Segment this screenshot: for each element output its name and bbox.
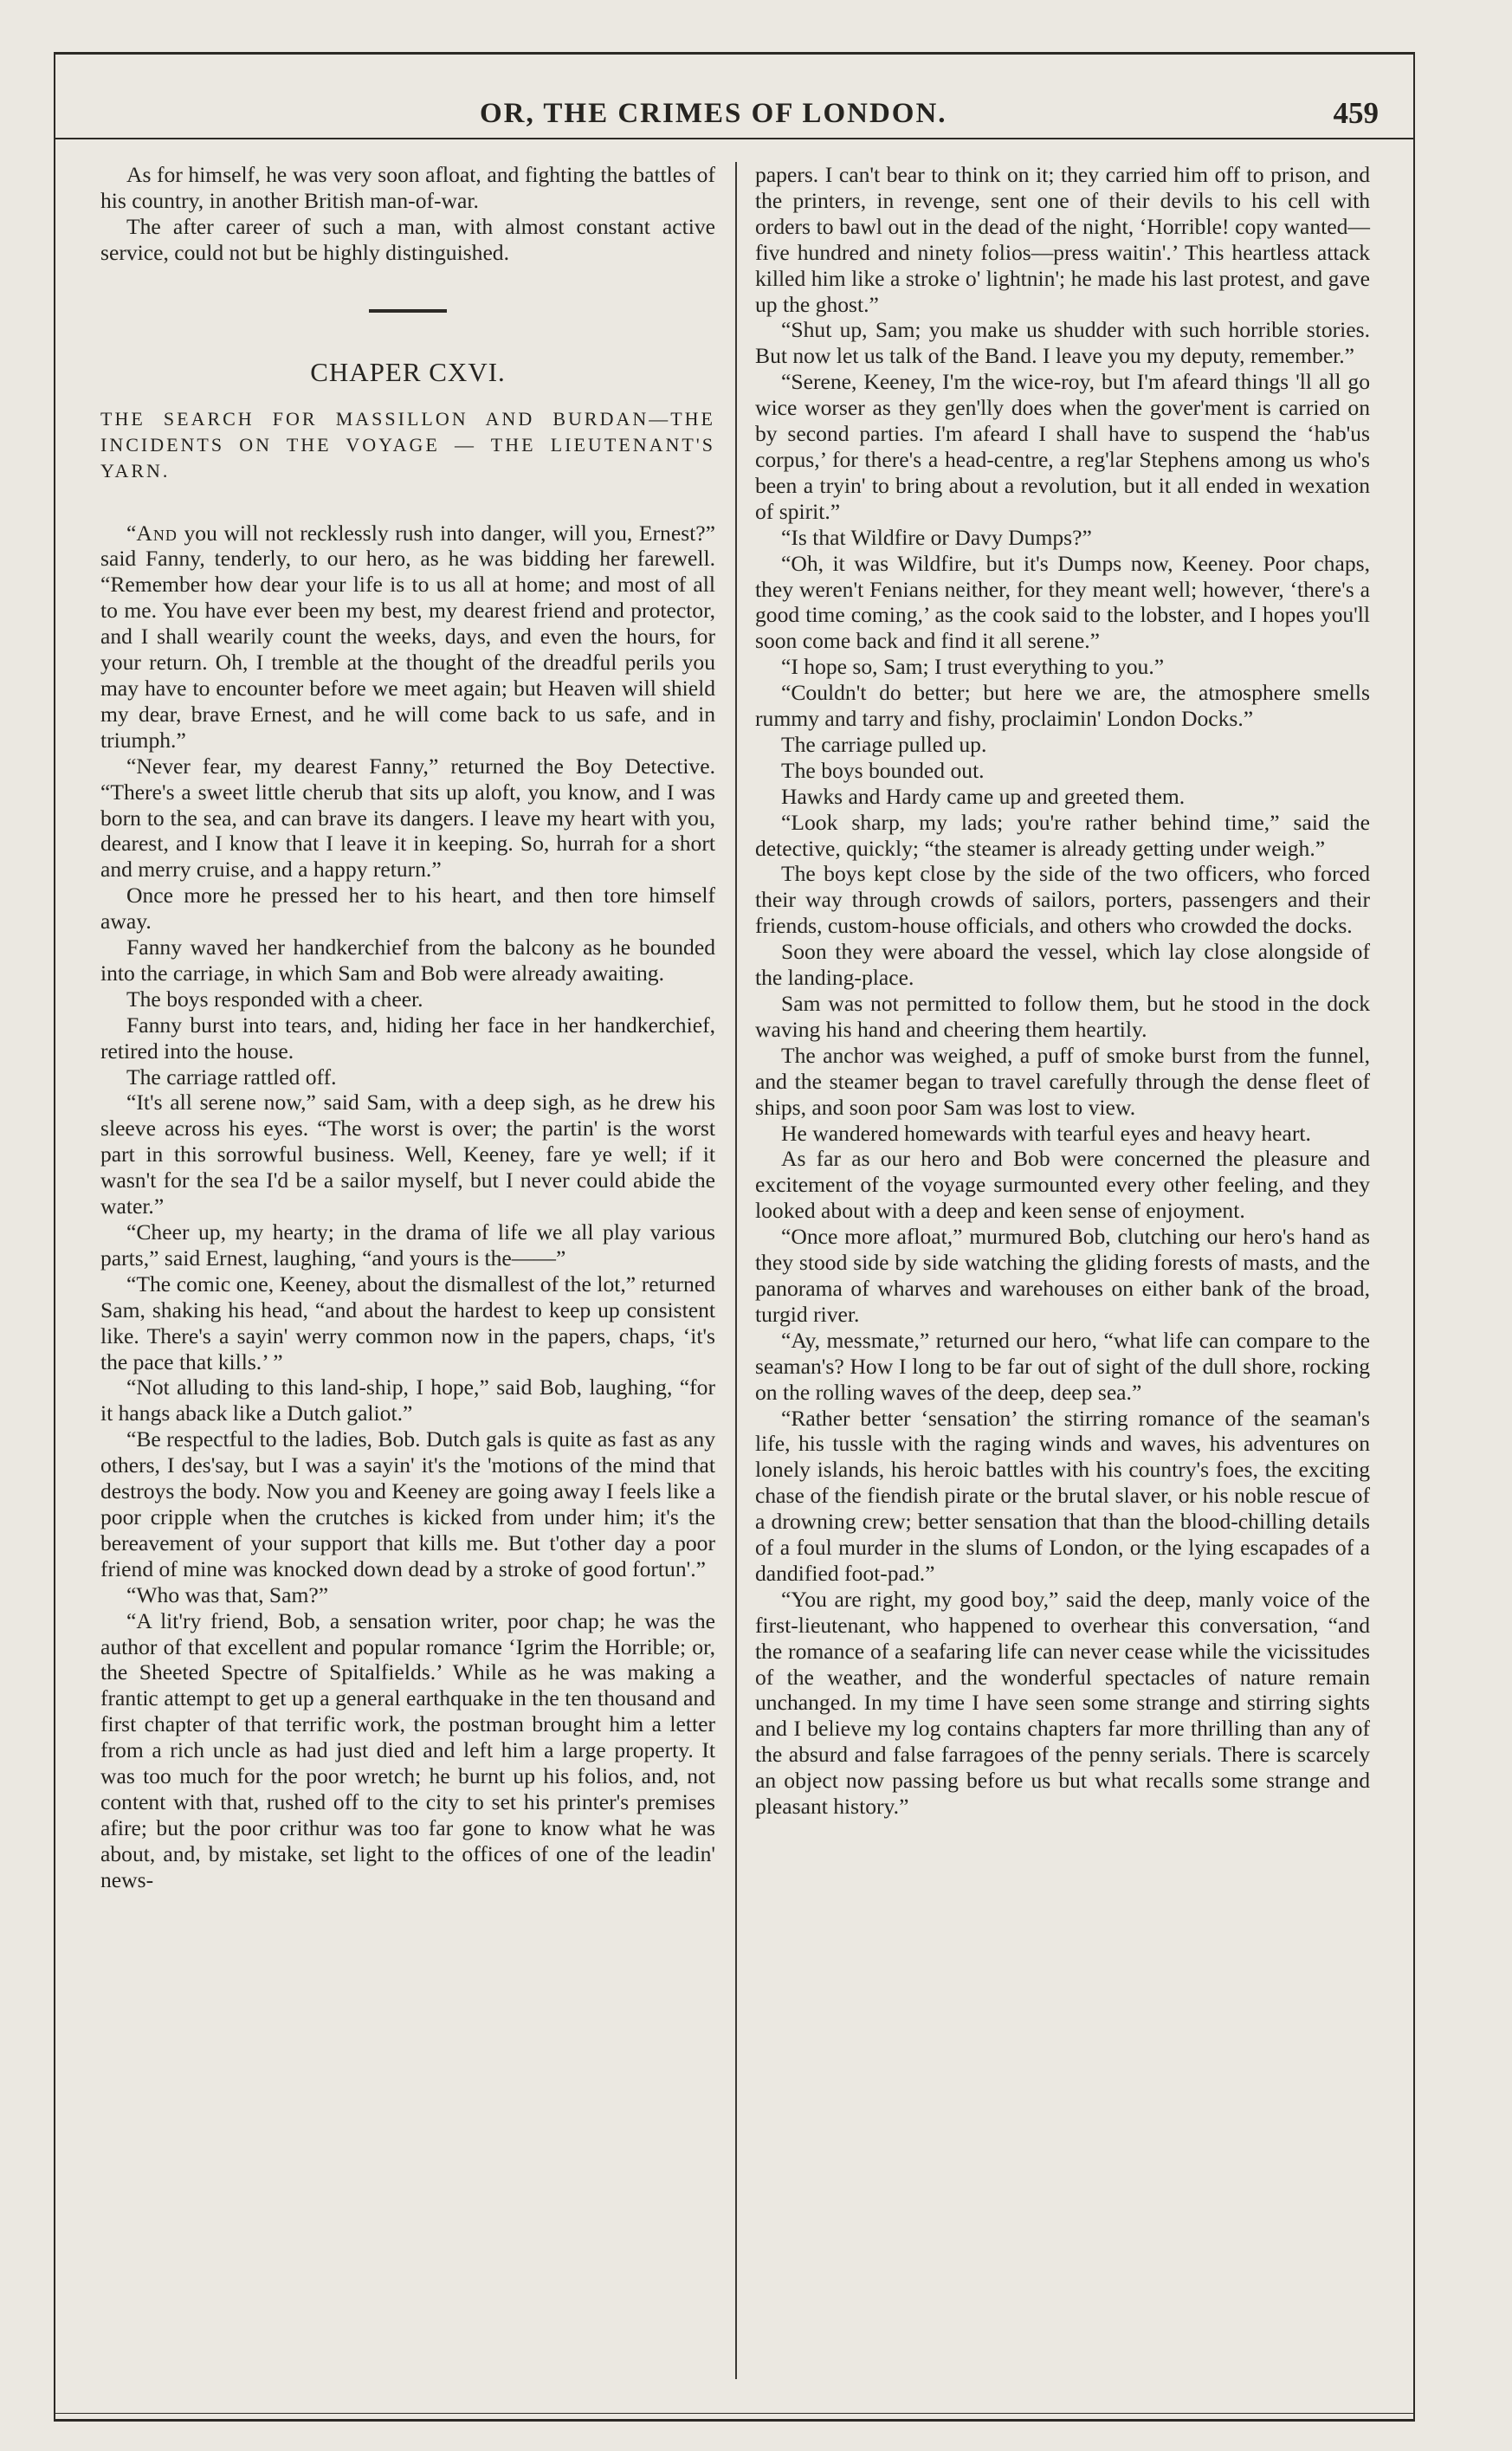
paragraph: Soon they were aboard the vessel, which lay close alongside of the landing-place. [755,939,1370,991]
column-divider [735,162,737,2379]
paragraph: The anchor was weighed, a puff of smoke burst from the funnel, and the steamer began to travel carefully through the dense fleet of ships, and soon poor Sam was lost to view. [755,1042,1370,1120]
paragraph: The carriage rattled off. [126,1064,337,1090]
paragraph: Fanny burst into tears, and, hiding her face in her handkerchief, retired into the house. [100,1012,715,1064]
paragraph: The boys responded with a cheer. [126,986,423,1012]
opening-text: you will not recklessly rush into danger, will you, Ernest?” said Fanny, tenderly, to our hero, as he was bidding her farewell. “Remember how dear your life is to us all at home; and most of all to me. You have ever been my best, my dearest friend and protector, and I shall wearily count the weeks, days, and even the hours, for your return. Oh, I tremble at the thought of the dreadful perils you may have to encounter before we meet again; but Heaven will shield my dear, brave Ernest, and he will come back to us safe, and in triumph.” [100,520,715,753]
paragraph: “Oh, it was Wildfire, but it's Dumps now, Keeney. Poor chaps, they weren't Fenians neither, for they meant well; however, ‘there's a good time coming,’ as the cook said to the lobster, and I hopes you'll soon come back and find it all serene.” [755,550,1370,654]
paragraph: Sam was not permitted to follow them, but he stood in the dock waving his hand and cheering them heartily. [755,991,1370,1042]
left-paragraphs [100,753,715,1893]
paragraph: Hawks and Hardy came up and greeted them. [781,783,1186,809]
paragraph: “Once more afloat,” murmured Bob, clutching our hero's hand as they stood side by side watching the gliding forests of masts, and the panorama of wharves and warehouses on either bank of the broad, turgid river. [755,1224,1370,1327]
paragraph: Once more he pressed her to his heart, and then tore himself away. [100,883,715,934]
paragraph: “Is that Wildfire or Davy Dumps?” [781,524,1092,550]
right-paragraphs [755,317,1370,1820]
paragraph: The carriage pulled up. [781,731,987,757]
book-page [54,52,1415,2422]
paragraph: The boys bounded out. [781,757,985,783]
paragraph: “Couldn't do better; but here we are, the atmosphere smells rummy and tarry and fishy, proclaimin' London Docks.” [755,680,1370,732]
opening-word: And [136,520,178,546]
paragraph: “Never fear, my dearest Fanny,” returned the Boy Detective. “There's a sweet little cherub that sits up aloft, you know, and I was born to the sea, and can brave its dangers. I leave my heart with you, dearest, and I know that I leave it in keeping. So, hurrah for a short and merry cruise, and a happy return.” [100,753,715,883]
section-break-rule [369,309,447,313]
paragraph: The boys kept close by the side of the two officers, who forced their way through crowds of sailors, porters, passengers and their friends, custom-house officials, and others who crowded the docks. [755,861,1370,939]
paragraph: “Be respectful to the ladies, Bob. Dutch gals is quite as fast as any others, I des'say, but I was a sayin' it's the 'motions of the mind that destroys the body. Now you and Keeney are going away I feels like a poor cripple when the crutches is kicked from under him; it's the bereavement of your support that kills me. But t'other day a poor friend of mine was knocked down dead by a stroke of good fortun'.” [100,1426,715,1581]
paragraph: Fanny waved her handkerchief from the balcony as he bounded into the carriage, in which Sam and Bob were already awaiting. [100,934,715,986]
paragraph: “Shut up, Sam; you make us shudder with such horrible stories. But now let us talk of the Band. I leave you my deputy, remember.” [755,317,1370,369]
paragraph: “Cheer up, my hearty; in the drama of life we all play various parts,” said Ernest, laughing, “and yours is the——” [100,1219,715,1271]
paragraph: “Serene, Keeney, I'm the wice-roy, but I'm afeard things 'll all go wice worser as they gen'lly does when the gover'ment is carried on by second parties. I'm afeard I shall have to suspend the ‘hab'us corpus,’ for there's a head-centre, a reg'lar Stephens among us who's been a tryin' to bring about a revolution, but it all ended in wexation of spirit.” [755,369,1370,524]
paragraph: “You are right, my good boy,” said the deep, manly voice of the first-lieutenant, who happened to overhear this conversation, “and the romance of a seafaring life can never cease while the vicissitudes of the weather, and the wonderful spectacles of nature remain unchanged. In my time I have seen some strange and stirring sights and I believe my log contains chapters far more thrilling than any of the absurd and false farragoes of the penny serials. There is scarcely an object now passing before us but what recalls some strange and pleasant history.” [755,1586,1370,1820]
chapter-summary: THE SEARCH FOR MASSILLON AND BURDAN—THE INCIDENTS ON THE VOYAGE — THE LIEUTENANT'S YARN. [100,407,715,482]
paragraph: “Who was that, Sam?” [126,1581,329,1607]
paragraph: “I hope so, Sam; I trust everything to you.” [781,654,1165,680]
running-head [55,89,1413,139]
left-column [100,162,715,1893]
paragraph: “The comic one, Keeney, about the dismallest of the lot,” returned Sam, shaking his head, “and about the hardest to keep up consistent like. There's a sayin' werry common now in the papers, chaps, ‘it's the pace that kills.’ ” [100,1271,715,1374]
paragraph: “It's all serene now,” said Sam, with a deep sigh, as he drew his sleeve across his eyes. “The worst is over; the partin' is the worst part in this sorrowful business. Well, Keeney, fare ye well; if it wasn't for the sea I'd be a sailor myself, but I never could abide the water.” [100,1090,715,1219]
continued-paragraph: papers. I can't bear to think on it; they carried him off to prison, and the printers, in revenge, sent one of their devils to his cell with orders to bawl out in the dead of the night, ‘Horrible! copy wanted—five hundred and ninety folios—press waitin'.’ This heartless attack killed him like a stroke o' lightnin'; he made his last protest, and gave up the ghost.” [755,162,1370,317]
intro-paragraphs [100,162,715,266]
running-title: OR, THE CRIMES OF LONDON. [480,98,947,129]
paragraph: “A lit'ry friend, Bob, a sensation writer, poor chap; he was the author of that excellent and popular romance ‘Igrim the Horrible; or, the Sheeted Spectre of Spitalfields.’ While as he was making a frantic attempt to get up a general earthquake in the ten thousand and first chapter of that terrific work, the postman brought him a letter from a rich uncle as had just died and left him a large property. It was too much for the poor wretch; he burnt up his folios, and, not content with that, rushed off to the city to set his printer's premises afire; but the poor crithur was too far gone to know what he was about, and, by mistake, set light to the offices of one of the leadin' news- [100,1607,715,1892]
paragraph: He wandered homewards with tearful eyes and heavy heart. [781,1120,1311,1146]
paragraph: “Look sharp, my lads; you're rather behind time,” said the detective, quickly; “the steamer is already getting under weigh.” [755,809,1370,861]
page-number: 459 [1333,96,1379,130]
paragraph: “Ay, messmate,” returned our hero, “what life can compare to the seaman's? How I long to be far out of sight of the dull shore, rocking on the rolling waves of the deep, deep sea.” [755,1327,1370,1405]
chapter-title: CHAPER CXVI. [310,356,506,387]
right-column [755,162,1370,1820]
paragraph: “Rather better ‘sensation’ the stirring romance of the seaman's life, his tussle with the raging winds and waves, his adventures on lonely islands, his heroic battles with his country's foes, the exciting chase of the fiendish pirate or the brutal slaver, or his noble rescue of a drowning crew; better sensation that than the blood-chilling details of a foul murder in the slums of London, or the lying escapades of a dandified foot-pad.” [755,1405,1370,1586]
paragraph: As for himself, he was very soon afloat, and fighting the battles of his country, in another British man-of-war. [100,162,715,213]
paragraph: The after career of such a man, with almost constant active service, could not but be highly distinguished. [100,213,715,265]
chapter-opening-paragraph: “And you will not recklessly rush into danger, will you, Ernest?” said Fanny, tenderly, to our hero, as he was bidding her farewell. “Remember how dear your life is to us all at home; and most of all to me. You have ever been my best, my dearest friend and protector, and I shall wearily count the weeks, days, and even the hours, for your return. Oh, I tremble at the thought of the dreadful perils you may have to encounter before we meet again; but Heaven will shield my dear, brave Ernest, and he will come back to us safe, and in triumph.” [100,520,715,753]
paragraph: As far as our hero and Bob were concerned the pleasure and excitement of the voyage surmounted every other feeling, and they looked about with a deep and keen sense of enjoyment. [755,1146,1370,1224]
paragraph: “Not alluding to this land-ship, I hope,” said Bob, laughing, “for it hangs aback like a Dutch galiot.” [100,1374,715,1426]
